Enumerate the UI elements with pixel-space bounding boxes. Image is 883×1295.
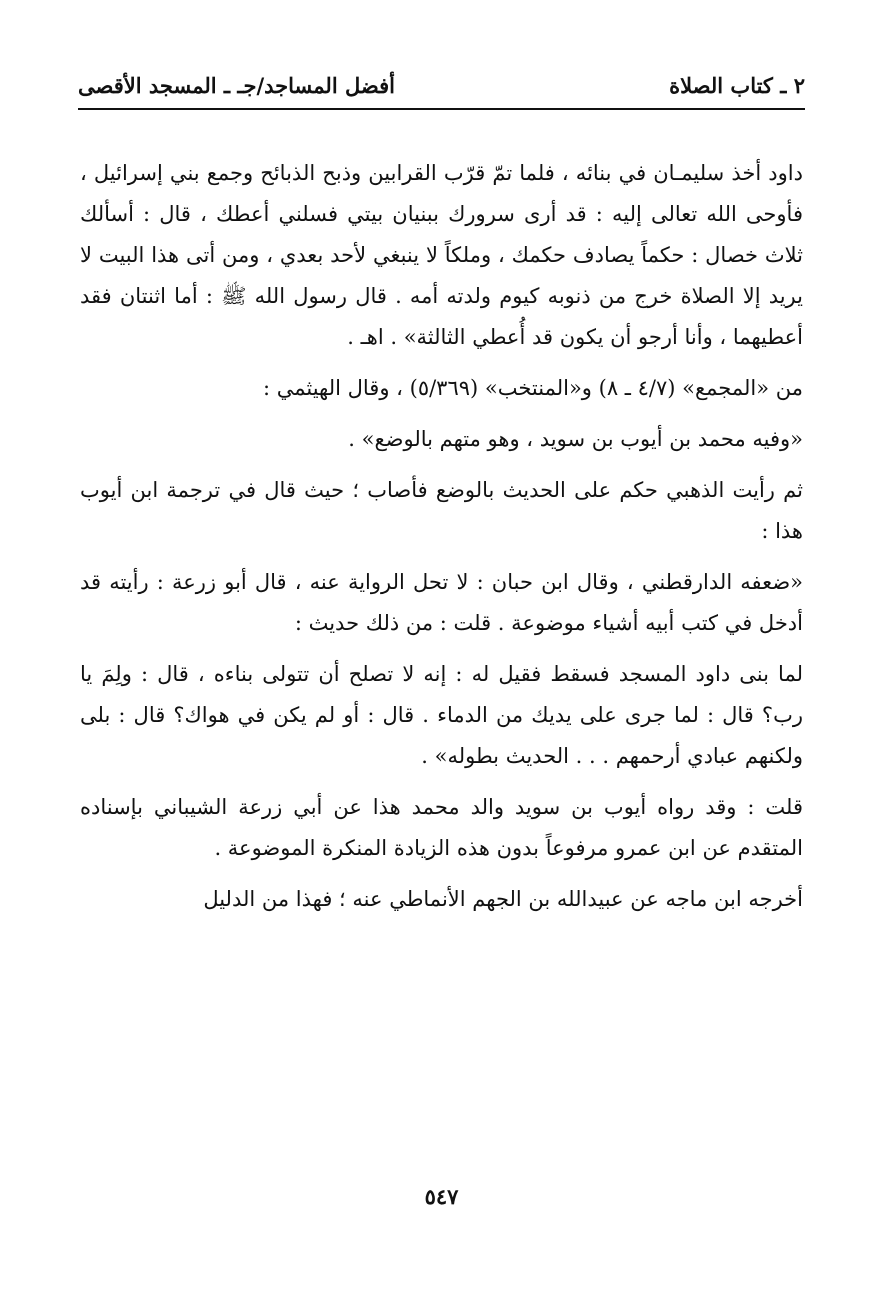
header-chapter: ٢ ـ كتاب الصلاة: [669, 72, 805, 98]
paragraph-ibn-majah: أخرجه ابن ماجه عن عبيدالله بن الجهم الأنماطي عنه ؛ فهذا من الدليل: [203, 887, 803, 911]
paragraph-hadith-end: داود أخذ سليمـان في بنائه ، فلما تمّ قرّب القرابين وذبح الذبائح وجمع بني إسرائيل ، فأوحى الله تعالى إليه : قد أرى سرورك ببنيان بيتي فسلني أعطك ، قال : أسألك ثلاث خصال : حكماً يصادف حكمك ، وملكاً لا ينبغي لأحد بعدي ، ومن أتى هذا البيت لا يريد إلا الصلاة خرج من ذنوبه كيوم ولدته أمه . قال رسول الله ﷺ : أما اثنتان فقد أعطيهما ، وأنا أرجو أن يكون قد أُعطي الثالثة» . اهـ .: [80, 161, 803, 349]
paragraph-dhahabi-quote: «ضعفه الدارقطني ، وقال ابن حبان : لا تحل الرواية عنه ، قال أبو زرعة : رأيته قد أدخل في كتب أبيه أشياء موضوعة . قلت : من ذلك حديث :: [80, 570, 803, 635]
paragraph-source: من «المجمع» (٤/٧ ـ ٨) و«المنتخب» (٥/٣٦٩) ، وقال الهيثمي :: [262, 376, 803, 400]
paragraph-haythami-quote: «وفيه محمد بن أيوب بن سويد ، وهو متهم بالوضع» .: [348, 427, 803, 451]
body-text: [80, 153, 803, 930]
header-section: أفضل المساجد/جـ ـ المسجد الأقصى: [78, 72, 395, 98]
paragraph-hadith-text: لما بنى داود المسجد فسقط فقيل له : إنه لا تصلح أن تتولى بناءه ، قال : ولِمَ يا رب؟ قال : لما جرى على يديك من الدماء . قال : أو لم يكن في هواك؟ قال : بلى ولكنهم عبادي أرحمهم . . . الحديث بطوله» .: [80, 662, 803, 768]
page-number: ٥٤٧: [424, 1184, 459, 1209]
running-header: [78, 62, 805, 110]
paragraph-dhahabi: ثم رأيت الذهبي حكم على الحديث بالوضع فأصاب ؛ حيث قال في ترجمة ابن أيوب هذا :: [80, 478, 803, 543]
paragraph-author-note: قلت : وقد رواه أيوب بن سويد والد محمد هذا عن أبي زرعة الشيباني بإسناده المتقدم عن ابن عمرو مرفوعاً بدون هذه الزيادة المنكرة الموضوعة .: [80, 795, 803, 860]
